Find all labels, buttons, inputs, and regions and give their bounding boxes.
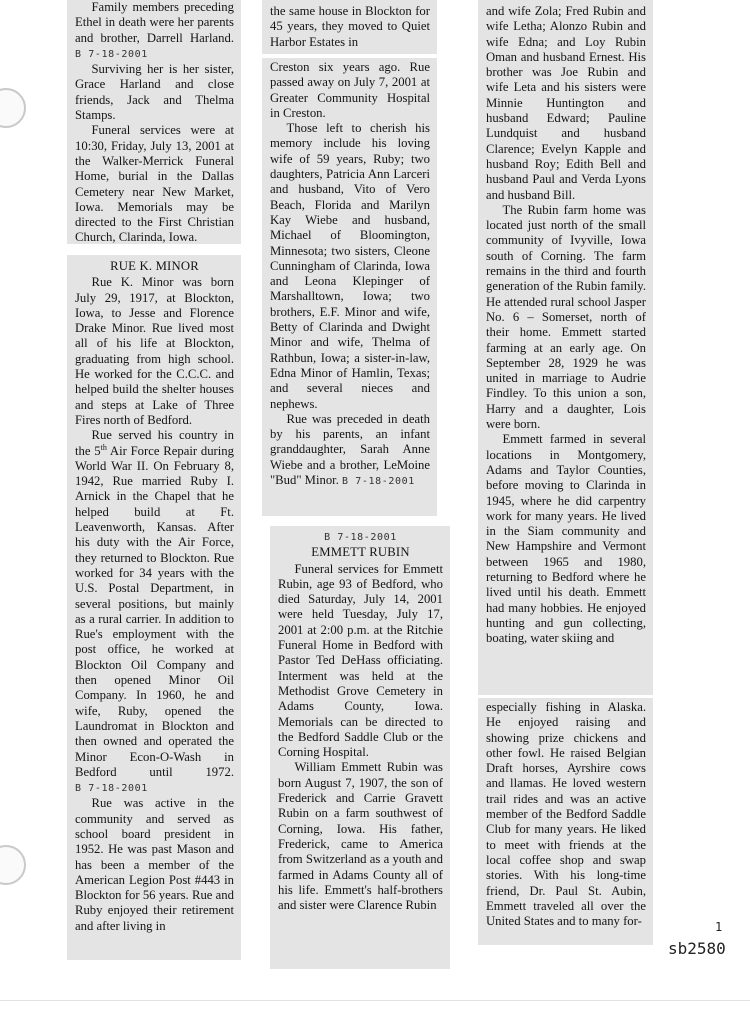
handwritten-date-note: B 7-18-2001 (75, 783, 148, 795)
paragraph-text: Rue served his country in the 5 (75, 428, 234, 458)
paragraph: Creston six years ago. Rue passed away on July 7, 2001 at Greater Community Hospital in Creston. (270, 60, 430, 120)
handwritten-date-note: B 7-18-2001 (75, 48, 148, 60)
obituary-heading: EMMETT RUBIN (311, 545, 410, 560)
paragraph: Funeral services for Emmett Rubin, age 93 of Bedford, who died Saturday, July 14, 2001 were held Tuesday, July 17, 2001 at 2:00 p.m. at the Ritchie Funeral Home in Bedford with Pastor Ted DeHass officiating. Interment was held at the Methodist Grove Cemetery in Adams County, Iowa. Memorials can be directed to the Bedford Saddle Club or the Corning Hospital. (278, 561, 443, 760)
punch-hole-top (0, 88, 26, 128)
paragraph: Rue K. Minor was born July 29, 1917, at Blockton, Iowa, to Jesse and Florence Drake Minor. Rue lived most all of his life at Blockton, graduating from high school. He worked for the C.C.C. and helped build the shelter houses and steps at Lake of Three Fires north of Bedford. (75, 275, 234, 427)
handwritten-date-note: B 7-18-2001 (324, 532, 397, 543)
paragraph: Rue was active in the community and served as school board president in 1952. He was past Mason and has been a member of the American Legion Post #443 in Blockton for 56 years. Rue and Ruby enjoyed their retirement and after living in (75, 796, 234, 933)
paragraph-text: Family members preceding Ethel in death were her parents and brother, Darrell Harland. (75, 0, 234, 45)
clipping-emmett-rubin-continued-bottom (478, 698, 653, 945)
page-bottom-edge (0, 1000, 750, 1001)
paragraph (75, 0, 234, 62)
paragraph (270, 412, 430, 489)
page-number: 1 (715, 920, 723, 934)
handwritten-date-note: B 7-18-2001 (342, 476, 415, 488)
clipping-emmett-rubin-obituary (270, 526, 450, 969)
obituary-heading: RUE K. MINOR (110, 259, 199, 273)
clipping-emmett-rubin-continued (478, 0, 653, 695)
paragraph: Funeral services were at 10:30, Friday, July 13, 2001 at the Walker-Merrick Funeral Home, burial in the Dallas Cemetery near New Market, Iowa. Memorials may be directed to the First Christian Church, Clarinda, Iowa. (75, 123, 234, 244)
paragraph: Surviving her is her sister, Grace Harland and close friends, Jack and Thelma Stamps. (75, 62, 234, 123)
paragraph (75, 428, 234, 796)
paragraph: the same house in Blockton for 45 years, they moved to Quiet Harbor Estates in (270, 4, 430, 49)
ordinal-suffix: th (100, 442, 107, 452)
punch-hole-bottom (0, 845, 26, 885)
paragraph-text: Rue was preceded in death by his parents, an infant granddaughter, Sarah Anne Wiebe and a brother, LeMoine "Bud" Minor. (270, 411, 430, 488)
paragraph: and wife Zola; Fred Rubin and wife Letha; Alonzo Rubin and wife Edna; and Loy Rubin Oman and husband Ernest. His brother was Joe Rubin and wife Leta and his sisters were Minnie Huntington and husband Edward; Pauline Lundquist and husband Clarence; Evelyn Kapple and husband Roy; Edith Bell and husband Paul and Verda Lyons and husband Bill. (486, 4, 646, 202)
paragraph: William Emmett Rubin was born August 7, 1907, the son of Frederick and Carrie Gravett Rubin on a farm southwest of Corning, Iowa. His father, Frederick, came to America from Switzerland as a youth and farmed in Adams County all of his life. Emmett's half-brothers and sister were Clarence Rubin (278, 760, 443, 913)
paragraph: The Rubin farm home was located just north of the small community of Ivyville, Iowa south of Corning. The farm remains in the third and fourth generation of the Rubin family. He attended rural school Jasper No. 6 – Somerset, north of their home. Emmett started farming at an early age. On September 28, 1929 he was united in marriage to Audrie Findley. To this union a son, Harry and a daughter, Lois were born. (486, 202, 646, 432)
paragraph: Emmett farmed in several locations in Montgomery, Adams and Taylor Counties, before moving to Clarinda in 1945, where he did carpentry work for many years. He lived in the Siam community and New Hampshire and Vermont between 1965 and 1980, returning to Bedford where he lived until his death. Emmett had many hobbies. He enjoyed hunting and gun collecting, boating, water skiing and (486, 432, 646, 646)
clipping-ethel-harland-end (67, 0, 241, 244)
page-reference-code: sb2580 (668, 939, 726, 958)
clipping-rue-minor-continued (262, 58, 437, 516)
clipping-rue-minor-continued-top (262, 0, 437, 54)
paragraph: Those left to cherish his memory include his loving wife of 59 years, Ruby; two daughters, Patricia Ann Larceri and husband, Vito of Vero Beach, Florida and Marilyn Kay Wiebe and husband, Michael of Bloomington, Minnesota; two sisters, Cleone Cunningham of Clarinda, Iowa and Leona Klepinger of Marshalltown, Iowa; two brothers, E.F. Minor and wife, Betty of Clarinda and Dwight Minor and wife, Thelma of Rathbun, Iowa; a sister-in-law, Edna Minor of Hamlin, Texas; and several nieces and nephews. (270, 121, 430, 411)
paragraph-text: Air Force Repair during World War II. On February 8, 1942, Rue married Ruby I. Arnick in the Chapel that he helped build at Ft. Leavenworth, Kansas. After his duty with the Air Force, they returned to Blockton. Rue worked for 34 years with the U.S. Postal Department, in several positions, but mainly as a rural carrier. In addition to Rue's employment with the post office, he worked at Blockton Oil Company and then opened Minor Oil Company. In 1960, he and wife, Ruby, opened the Laundromat in Blockton and then owned and operated the Minor Econ-O-Wash in Bedford until 1972. (75, 443, 234, 779)
paragraph: especially fishing in Alaska. He enjoyed raising and showing prize chickens and other fowl. He raised Belgian Draft horses, Ayrshire cows and llamas. He loved western trail rides and was an active member of the Bedford Saddle Club for many years. He liked to meet with friends at the local coffee shop and swap stories. With his long-time friend, Dr. Paul St. Aubin, Emmett traveled all over the United States and to many for- (486, 700, 646, 929)
clipping-rue-minor-obituary (67, 255, 241, 960)
